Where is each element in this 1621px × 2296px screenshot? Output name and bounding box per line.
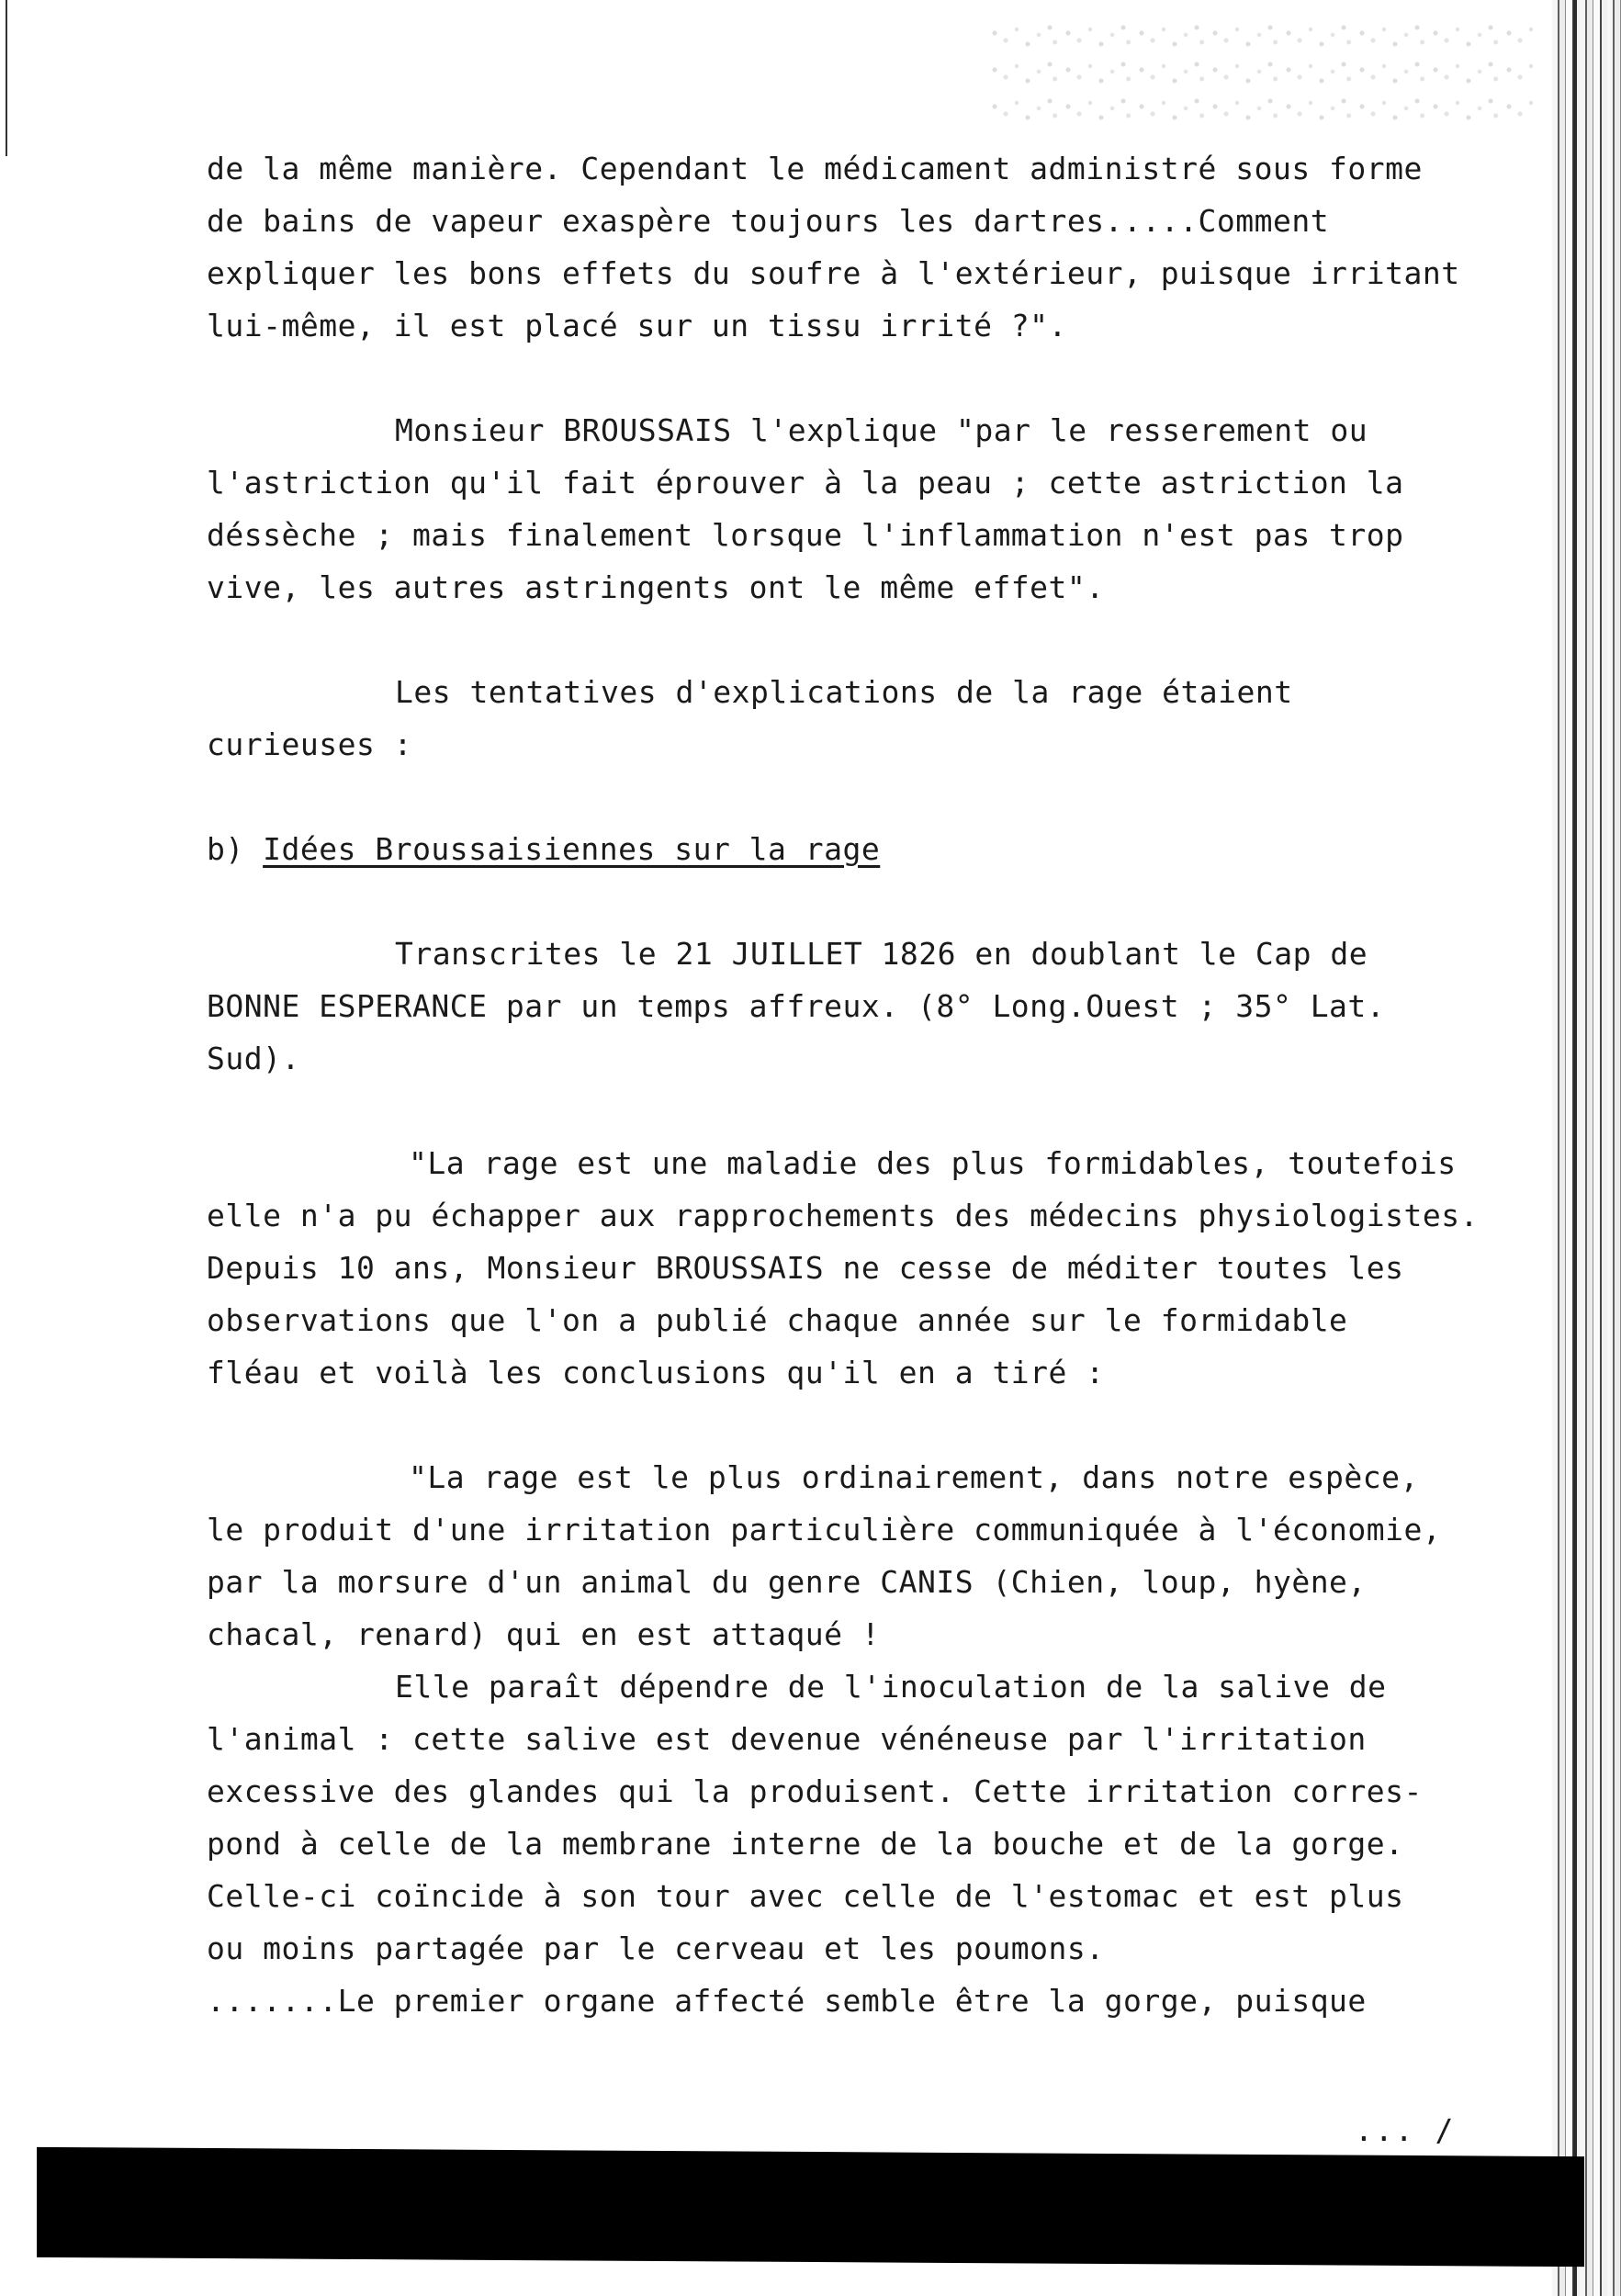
- quote-line: ou moins partagée par le cerveau et les poumons.: [207, 1930, 1105, 1966]
- quote-line: pond à celle de la membrane interne de la bouche et de la gorge.: [207, 1826, 1404, 1862]
- section-heading-prefix: b): [207, 831, 244, 867]
- quote-line: elle n'a pu échapper aux rapprochements des médecins physiologistes.: [207, 1198, 1480, 1233]
- scan-left-edge-mark: [6, 0, 7, 156]
- scan-right-edge-line: [1573, 0, 1577, 2296]
- text-line: déssèche ; mais finalement lorsque l'inflammation n'est pas trop: [207, 517, 1404, 553]
- text-line: de la même manière. Cependant le médicament administré sous forme: [207, 151, 1423, 186]
- quote-line: fléau et voilà les conclusions qu'il en a tiré :: [207, 1355, 1105, 1390]
- text-line: Transcrites le 21 JUILLET 1826 en doublant le Cap de: [395, 936, 1368, 972]
- text-line: Sud).: [207, 1041, 300, 1076]
- quote-line: le produit d'une irritation particulière communiquée à l'économie,: [207, 1512, 1442, 1548]
- quote-line: Depuis 10 ans, Monsieur BROUSSAIS ne cesse de méditer toutes les: [207, 1250, 1404, 1286]
- quote-line: Celle-ci coïncide à son tour avec celle de l'estomac et est plus: [207, 1878, 1404, 1914]
- page-continuation-marker: ... /: [1355, 2112, 1456, 2148]
- scan-noise-top: [987, 18, 1538, 129]
- text-line: l'astriction qu'il fait éprouver à la peau ; cette astriction la: [207, 465, 1404, 501]
- quote-line: "La rage est le plus ordinairement, dans notre espèce,: [409, 1459, 1419, 1495]
- quote-line: par la morsure d'un animal du genre CANIS (Chien, loup, hyène,: [207, 1564, 1367, 1600]
- text-line: curieuses :: [207, 726, 413, 762]
- scan-bottom-shadow: [37, 2147, 1584, 2267]
- section-heading: [207, 823, 1492, 875]
- quote-line: excessive des glandes qui la produisent. Cette irritation corres-: [207, 1773, 1423, 1809]
- quote-line: l'animal : cette salive est devenue vénéneuse par l'irritation: [207, 1721, 1367, 1757]
- text-line: Les tentatives d'explications de la rage étaient: [395, 674, 1293, 710]
- scan-right-edge: [1552, 0, 1621, 2296]
- text-line: BONNE ESPERANCE par un temps affreux. (8° Long.Ouest ; 35° Lat.: [207, 988, 1386, 1024]
- text-line: expliquer les bons effets du soufre à l'extérieur, puisque irritant: [207, 255, 1460, 291]
- section-heading-title: Idées Broussaisiennes sur la rage: [263, 831, 881, 867]
- document-body: [207, 142, 1492, 2027]
- quote-line: chacal, renard) qui en est attaqué !: [207, 1616, 881, 1652]
- quote-line: observations que l'on a publié chaque année sur le formidable: [207, 1302, 1348, 1338]
- quote-line: Elle paraît dépendre de l'inoculation de la salive de: [395, 1669, 1387, 1705]
- text-line: Monsieur BROUSSAIS l'explique "par le resserement ou: [395, 412, 1368, 448]
- text-line: lui-même, il est placé sur un tissu irrité ?".: [207, 308, 1067, 343]
- quote-line: "La rage est une maladie des plus formidables, toutefois: [409, 1145, 1457, 1181]
- quote-line: .......Le premier organe affecté semble être la gorge, puisque: [207, 1983, 1367, 2019]
- text-line: vive, les autres astringents ont le même effet".: [207, 569, 1105, 605]
- text-line: de bains de vapeur exaspère toujours les dartres.....Comment: [207, 203, 1330, 239]
